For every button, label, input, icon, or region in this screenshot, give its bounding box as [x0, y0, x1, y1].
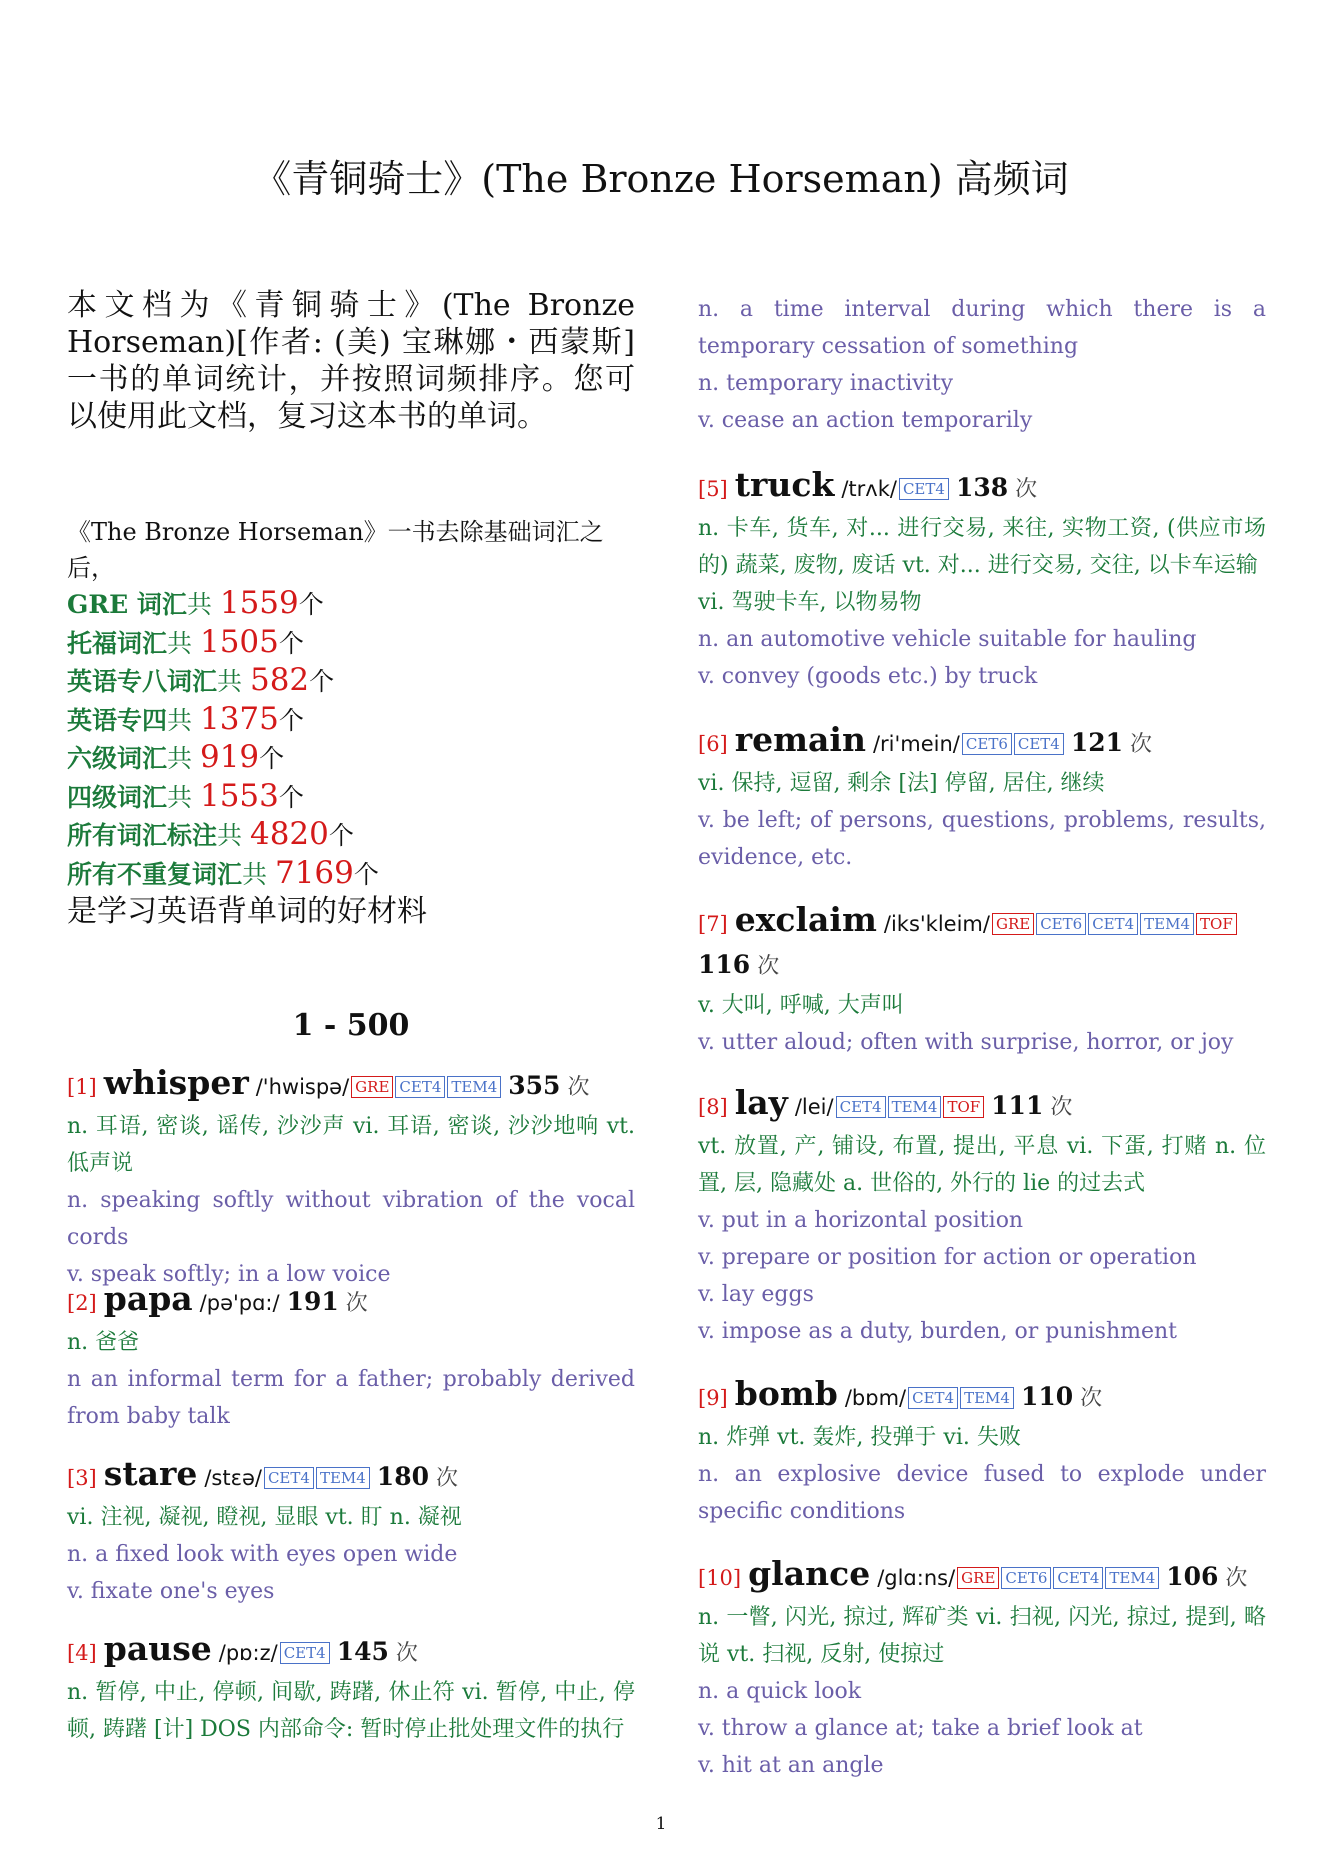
exam-tag-cet4: CET4 — [836, 1096, 886, 1118]
entry-chinese-definition: v. 大叫, 呼喊, 大声叫 — [698, 993, 904, 1018]
entry-chinese-definition: vi. 注视, 凝视, 瞪视, 显眼 vt. 盯 n. 凝视 — [67, 1505, 462, 1530]
stat-count: 1505 — [199, 623, 279, 660]
entry-english-definition: v. fixate one's eyes — [67, 1579, 275, 1604]
stat-line — [67, 816, 647, 855]
exam-tag-cet6: CET6 — [1001, 1567, 1051, 1589]
stat-unit: 个 — [328, 821, 354, 850]
stat-label: GRE 词汇 — [67, 590, 187, 619]
entry-pronunciation: /trʌk/ — [841, 477, 897, 501]
entry-headline — [698, 900, 1266, 945]
exam-tag-tem4: TEM4 — [960, 1387, 1014, 1409]
word-entry — [698, 465, 1266, 695]
entry-word: papa — [103, 1279, 193, 1318]
entry-english-definition: n. temporary inactivity — [698, 371, 954, 396]
stat-gong: 共 — [167, 628, 200, 658]
stat-unit: 个 — [259, 744, 285, 773]
entry-english-definition: n. speaking softly without vibration of the vocal cords — [67, 1188, 635, 1250]
exam-tag-cet4: CET4 — [280, 1642, 330, 1664]
exam-tag-cet4: CET4 — [395, 1076, 445, 1098]
document-title: 《青铜骑士》(The Bronze Horseman) 高频词 — [253, 157, 1069, 201]
entry-english-definition: n. an automotive vehicle suitable for hauling — [698, 627, 1197, 652]
entry-word: truck — [734, 465, 835, 504]
entry-count: 110 — [1020, 1382, 1074, 1411]
entry-count: 355 — [508, 1071, 561, 1100]
stat-line — [67, 778, 647, 817]
entry-english-definition: n an informal term for a father; probably derived from baby talk — [67, 1367, 635, 1429]
exam-tag-cet4: CET4 — [264, 1467, 314, 1489]
entry-pronunciation: /ri'mein/ — [872, 732, 960, 756]
exam-tag-tof: TOF — [943, 1096, 984, 1118]
exam-tag-cet4: CET4 — [1088, 913, 1138, 935]
entry-chinese-definition: n. 一瞥, 闪光, 掠过, 辉矿类 vi. 扫视, 闪光, 掠过, 提到, 略说 vt. 扫视, 反射, 使掠过 — [698, 1605, 1266, 1667]
entry-english-definition: v. impose as a duty, burden, or punishment — [698, 1319, 1178, 1344]
exam-tag-tof: TOF — [1196, 913, 1237, 935]
entry-count: 106 — [1166, 1562, 1219, 1591]
stat-unit: 个 — [278, 705, 304, 735]
exam-tag-gre: GRE — [351, 1076, 393, 1098]
range-heading: 1 - 500 — [292, 1008, 410, 1043]
entry-count: 180 — [376, 1462, 429, 1491]
entry-index: [6] — [698, 732, 728, 756]
stat-label: 四级词汇 — [67, 782, 168, 812]
stat-line — [67, 585, 647, 624]
entry-headline — [67, 1454, 635, 1499]
word-entry — [698, 720, 1266, 876]
entry-count: 116 — [698, 950, 751, 979]
intro-paragraph: 本文档为《青铜骑士》(The Bronze Horseman)[作者: (美) 宝琳娜・西蒙斯] 一书的单词统计，并按照词频排序。您可以使用此文档，复习这本书的单词。 — [67, 288, 635, 434]
stat-count: 582 — [249, 662, 310, 698]
exam-tag-gre: GRE — [957, 1567, 999, 1589]
stat-gong: 共 — [186, 590, 220, 619]
entry-pronunciation: /glɑ:ns/ — [877, 1566, 956, 1590]
entry-pronunciation: /pɒ:z/ — [218, 1641, 278, 1665]
entry-english-definition: v. hit at an angle — [698, 1753, 884, 1778]
stat-gong: 共 — [242, 859, 275, 889]
stat-gong: 共 — [167, 705, 200, 735]
entry-index: [8] — [698, 1095, 728, 1119]
stat-label: 英语专八词汇 — [67, 667, 218, 696]
entry-index: [2] — [67, 1291, 97, 1315]
entry-index: [1] — [67, 1075, 97, 1099]
closing-line: 是学习英语背单词的好材料 — [67, 894, 427, 929]
entry-word: bomb — [734, 1374, 838, 1413]
entry-headline — [67, 1629, 635, 1674]
entry-count-unit: 次 — [757, 954, 780, 979]
stat-gong: 共 — [217, 667, 250, 696]
entry-headline — [698, 465, 1266, 510]
entry-count: 145 — [336, 1637, 389, 1666]
exam-tag-cet4: CET4 — [899, 478, 949, 500]
entry-count: 138 — [955, 473, 1009, 502]
stat-line — [67, 855, 647, 894]
exam-tag-tem4: TEM4 — [316, 1467, 370, 1489]
entry-chinese-definition: n. 暂停, 中止, 停顿, 间歇, 踌躇, 休止符 vi. 暂停, 中止, 停顿, 踌躇 [计] DOS 内部命令: 暂时停止批处理文件的执行 — [67, 1680, 635, 1742]
exam-tag-cet6: CET6 — [1036, 913, 1086, 935]
exam-tag-cet4: CET4 — [908, 1387, 958, 1409]
entry-word: pause — [103, 1629, 212, 1668]
word-entry — [67, 1063, 635, 1293]
word-entry-continued — [698, 291, 1266, 439]
entry-index: [7] — [698, 912, 728, 936]
exam-tag-tem4: TEM4 — [1105, 1567, 1159, 1589]
entry-count-unit: 次 — [1225, 1566, 1248, 1591]
stat-line — [67, 701, 647, 740]
exam-tag-tem4: TEM4 — [888, 1096, 942, 1118]
entry-pronunciation: /bɒm/ — [844, 1386, 907, 1410]
entry-count-unit: 次 — [435, 1466, 458, 1491]
stat-count: 1553 — [199, 777, 279, 814]
entry-index: [5] — [698, 477, 728, 501]
stat-label: 英语专四 — [67, 705, 168, 735]
entry-count-unit: 次 — [1080, 1386, 1103, 1411]
entry-word: glance — [748, 1554, 871, 1593]
entry-headline — [698, 1374, 1266, 1419]
entry-chinese-definition: n. 耳语, 密谈, 谣传, 沙沙声 vi. 耳语, 密谈, 沙沙地响 vt. 低声说 — [67, 1114, 635, 1176]
entry-english-definition: v. cease an action temporarily — [698, 408, 1033, 433]
entry-headline — [698, 720, 1266, 765]
entry-word: whisper — [103, 1063, 249, 1102]
entry-count: 191 — [286, 1287, 339, 1316]
stat-label: 托福词汇 — [67, 628, 168, 658]
entry-headline — [67, 1063, 635, 1108]
stat-unit: 个 — [309, 667, 335, 696]
stat-label: 所有词汇标注 — [67, 821, 218, 850]
word-entry — [698, 1374, 1266, 1530]
exam-tag-tem4: TEM4 — [1140, 913, 1194, 935]
exam-tag-tem4: TEM4 — [447, 1076, 501, 1098]
entry-index: [9] — [698, 1386, 728, 1410]
entry-count: 111 — [991, 1091, 1044, 1120]
exam-tag-cet4: CET4 — [1053, 1567, 1103, 1589]
stat-line — [67, 739, 647, 778]
entry-headline — [698, 1083, 1266, 1128]
stat-count: 919 — [199, 739, 260, 775]
entry-count-unit: 次 — [1015, 477, 1038, 502]
word-entry — [67, 1629, 635, 1748]
word-entry — [67, 1279, 635, 1435]
entry-chinese-definition: n. 卡车, 货车, 对... 进行交易, 来往, 实物工资, (供应市场的) 蔬菜, 废物, 废话 vt. 对... 进行交易, 交往, 以卡车运输 — [698, 516, 1266, 578]
entry-english-definition: n. a time interval during which there is a temporary cessation of something — [698, 297, 1266, 359]
entry-chinese-definition: vt. 放置, 产, 铺设, 布置, 提出, 平息 vi. 下蛋, 打赌 n. 位置, 层, 隐藏处 a. 世俗的, 外行的 lie 的过去式 — [698, 1134, 1266, 1196]
entry-english-definition: v. throw a glance at; take a brief look at — [698, 1716, 1143, 1741]
stat-count: 1375 — [199, 700, 279, 737]
stat-line — [67, 624, 647, 663]
entry-pronunciation: /lei/ — [794, 1095, 834, 1119]
entry-count: 121 — [1070, 728, 1124, 757]
stat-unit: 个 — [298, 590, 324, 619]
entry-headline — [67, 1279, 635, 1324]
stat-count: 7169 — [274, 854, 354, 891]
stat-count: 4820 — [249, 816, 329, 852]
entry-count-unit: 次 — [1130, 732, 1153, 757]
word-entry — [67, 1454, 635, 1610]
entry-english-definition: n. a quick look — [698, 1679, 862, 1704]
stat-gong: 共 — [217, 821, 250, 850]
entry-word: stare — [103, 1454, 198, 1493]
entry-english-definition: v. convey (goods etc.) by truck — [698, 664, 1038, 689]
entry-word: exclaim — [734, 900, 877, 939]
entry-headline-cont — [698, 945, 1266, 987]
stat-label: 所有不重复词汇 — [67, 859, 243, 889]
page-number: 1 — [655, 1814, 667, 1834]
entry-index: [10] — [698, 1566, 742, 1590]
stat-count: 1559 — [219, 585, 299, 621]
entry-english-definition: v. speak softly; in a low voice — [67, 1262, 391, 1287]
word-entry — [698, 1083, 1266, 1350]
stat-line — [67, 662, 647, 701]
entry-pronunciation: /pə'pɑ:/ — [199, 1291, 280, 1315]
entry-word: remain — [734, 720, 866, 759]
entry-english-definition: v. put in a horizontal position — [698, 1208, 1024, 1233]
entry-count-unit: 次 — [1050, 1095, 1073, 1120]
entry-chinese-definition: vi. 保持, 逗留, 剩余 [法] 停留, 居住, 继续 — [698, 771, 1105, 796]
entry-chinese-definition: vi. 驾驶卡车, 以物易物 — [698, 590, 922, 615]
entry-word: lay — [734, 1083, 788, 1122]
entry-index: [3] — [67, 1466, 97, 1490]
word-entry — [698, 900, 1266, 1061]
entry-count-unit: 次 — [567, 1075, 590, 1100]
entry-chinese-definition: n. 炸弹 vt. 轰炸, 投弹于 vi. 失败 — [698, 1425, 1021, 1450]
vocabulary-stats — [67, 585, 647, 931]
exam-tag-gre: GRE — [992, 913, 1034, 935]
entry-english-definition: v. be left; of persons, questions, problems, results, evidence, etc. — [698, 808, 1266, 870]
stat-unit: 个 — [278, 628, 304, 658]
entry-chinese-definition: n. 爸爸 — [67, 1330, 140, 1355]
entry-count-unit: 次 — [345, 1291, 368, 1316]
exam-tag-cet4: CET4 — [1014, 733, 1064, 755]
entry-count-unit: 次 — [395, 1641, 418, 1666]
entry-english-definition: v. prepare or position for action or operation — [698, 1245, 1197, 1270]
exam-tag-cet6: CET6 — [962, 733, 1012, 755]
entry-headline — [698, 1554, 1266, 1599]
entry-index: [4] — [67, 1641, 97, 1665]
entry-english-definition: n. a fixed look with eyes open wide — [67, 1542, 458, 1567]
entry-pronunciation: /iks'kleim/ — [883, 912, 990, 936]
stat-unit: 个 — [353, 859, 379, 889]
entry-pronunciation: /'hwispə/ — [255, 1075, 350, 1099]
entry-english-definition: v. utter aloud; often with surprise, horror, or joy — [698, 1030, 1234, 1055]
stat-unit: 个 — [278, 782, 304, 812]
stat-gong: 共 — [167, 744, 200, 773]
entry-english-definition: v. lay eggs — [698, 1282, 814, 1307]
word-entry — [698, 1554, 1266, 1784]
stat-gong: 共 — [167, 782, 200, 812]
entry-english-definition: n. an explosive device fused to explode under specific conditions — [698, 1462, 1266, 1524]
entry-pronunciation: /stɛə/ — [204, 1466, 262, 1490]
summary-heading: 《The Bronze Horseman》一书去除基础词汇之后， — [67, 518, 604, 582]
stat-label: 六级词汇 — [67, 744, 168, 773]
